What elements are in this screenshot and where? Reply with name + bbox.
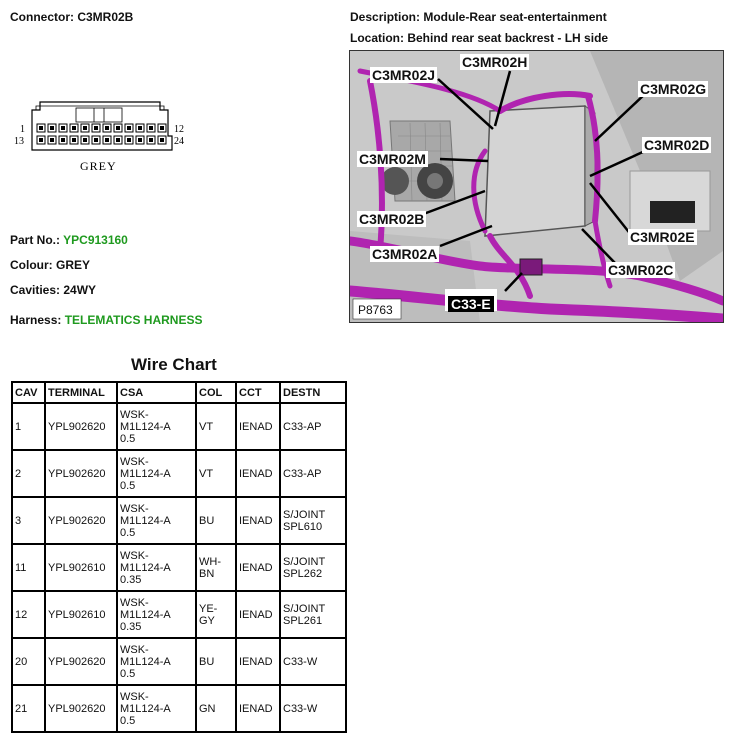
callout-c3mr02j: C3MR02J [372,67,436,83]
cell-cav: 1 [12,403,45,450]
pin-terminal [160,138,164,142]
table-row [12,403,346,450]
table-row [12,638,346,685]
cell-cav: 12 [12,591,45,638]
pin-terminal [61,126,65,130]
pin-number-12: 12 [174,124,184,135]
connector-face-drawing [10,96,200,186]
cell-cav: 21 [12,685,45,732]
ground-label-c33-e: C33-E [448,296,494,312]
cell-destn: S/JOINT SPL610 [280,497,346,544]
callout-c3mr02h: C3MR02H [462,54,528,70]
pin-terminal [94,138,98,142]
cell-destn: S/JOINT SPL261 [280,591,346,638]
pin-terminal [138,126,142,130]
callout-c3mr02e: C3MR02E [630,229,695,245]
cell-csa: WSK- M1L124-A 0.5 [117,638,196,685]
location-label: Location: Behind rear seat backrest - LH side [350,31,609,45]
colour-label: Colour: GREY [10,258,90,272]
pin-terminal [127,138,131,142]
part-number-row [10,233,128,247]
wire-chart-body [12,403,346,732]
wire-chart-table [11,381,347,733]
pin-terminal [50,138,54,142]
pin-number-13: 13 [14,136,24,147]
callout-c3mr02g: C3MR02G [640,81,707,97]
cell-col: VT [196,450,236,497]
header-cct: CCT [236,382,280,403]
cell-col: WH- BN [196,544,236,591]
part-number-label: Part No.: [10,233,61,247]
cell-col: YE- GY [196,591,236,638]
cell-terminal: YPL902620 [45,497,117,544]
wire-chart-header-row [12,382,346,403]
location-photo [349,50,724,323]
cell-destn: C33-W [280,638,346,685]
cell-cav: 3 [12,497,45,544]
cell-destn: C33-W [280,685,346,732]
cell-destn: C33-AP [280,403,346,450]
connector-colour-caption: GREY [80,159,117,173]
callout-c3mr02c: C3MR02C [608,262,674,278]
pin-number-24: 24 [174,136,184,147]
cell-terminal: YPL902620 [45,450,117,497]
cell-csa: WSK- M1L124-A 0.5 [117,403,196,450]
cell-cct: IENAD [236,497,280,544]
pin-terminal [61,138,65,142]
callout-c3mr02b: C3MR02B [359,211,425,227]
cell-col: BU [196,638,236,685]
cell-cav: 2 [12,450,45,497]
pin-row-top [37,124,166,132]
pin-terminal [39,138,43,142]
cell-cav: 11 [12,544,45,591]
cell-terminal: YPL902610 [45,591,117,638]
pin-row-bottom [37,136,166,144]
pin-terminal [94,126,98,130]
cell-col: GN [196,685,236,732]
wire-chart-title: Wire Chart [131,355,217,374]
pin-terminal [105,126,109,130]
pin-terminal [127,126,131,130]
part-number-value: YPC913160 [63,233,128,247]
cell-cav: 20 [12,638,45,685]
cell-col: VT [196,403,236,450]
table-row [12,450,346,497]
cavities-label: Cavities: 24WY [10,283,97,297]
cell-col: BU [196,497,236,544]
cell-destn: C33-AP [280,450,346,497]
table-row [12,591,346,638]
table-row [12,497,346,544]
cell-cct: IENAD [236,544,280,591]
cell-csa: WSK- M1L124-A 0.35 [117,591,196,638]
callout-c3mr02d: C3MR02D [644,137,710,153]
pin-terminal [116,126,120,130]
harness-value: TELEMATICS HARNESS [64,313,203,327]
harness-row [10,313,203,327]
pin-terminal [149,126,153,130]
pin-terminal [116,138,120,142]
cell-csa: WSK- M1L124-A 0.5 [117,450,196,497]
pin-terminal [149,138,153,142]
connector-pin-diagram [10,96,200,186]
connector-label: Connector: C3MR02B [10,10,134,24]
cell-csa: WSK- M1L124-A 0.5 [117,497,196,544]
cell-terminal: YPL902620 [45,403,117,450]
pin-terminal [50,126,54,130]
pin-terminal [83,126,87,130]
pin-terminal [138,138,142,142]
cell-terminal: YPL902610 [45,544,117,591]
callout-c3mr02a: C3MR02A [372,246,438,262]
header-cav: CAV [12,382,45,403]
cell-destn: S/JOINT SPL262 [280,544,346,591]
cell-csa: WSK- M1L124-A 0.5 [117,685,196,732]
table-row [12,685,346,732]
table-row [12,544,346,591]
cell-cct: IENAD [236,591,280,638]
description-label: Description: Module-Rear seat-entertainment [350,10,607,24]
pin-terminal [83,138,87,142]
cell-cct: IENAD [236,403,280,450]
header-destn: DESTN [280,382,346,403]
pin-terminal [39,126,43,130]
pin-terminal [72,138,76,142]
cell-cct: IENAD [236,638,280,685]
pin-terminal [72,126,76,130]
pin-terminal [160,126,164,130]
harness-label: Harness: [10,313,62,327]
header-col: COL [196,382,236,403]
cell-terminal: YPL902620 [45,638,117,685]
cell-cct: IENAD [236,685,280,732]
figure-id: P8763 [358,303,393,317]
cell-csa: WSK- M1L124-A 0.35 [117,544,196,591]
header-terminal: TERMINAL [45,382,117,403]
cell-cct: IENAD [236,450,280,497]
cell-terminal: YPL902620 [45,685,117,732]
pin-terminal [105,138,109,142]
header-csa: CSA [117,382,196,403]
callout-c3mr02m: C3MR02M [359,151,426,167]
pin-number-1: 1 [20,124,25,135]
